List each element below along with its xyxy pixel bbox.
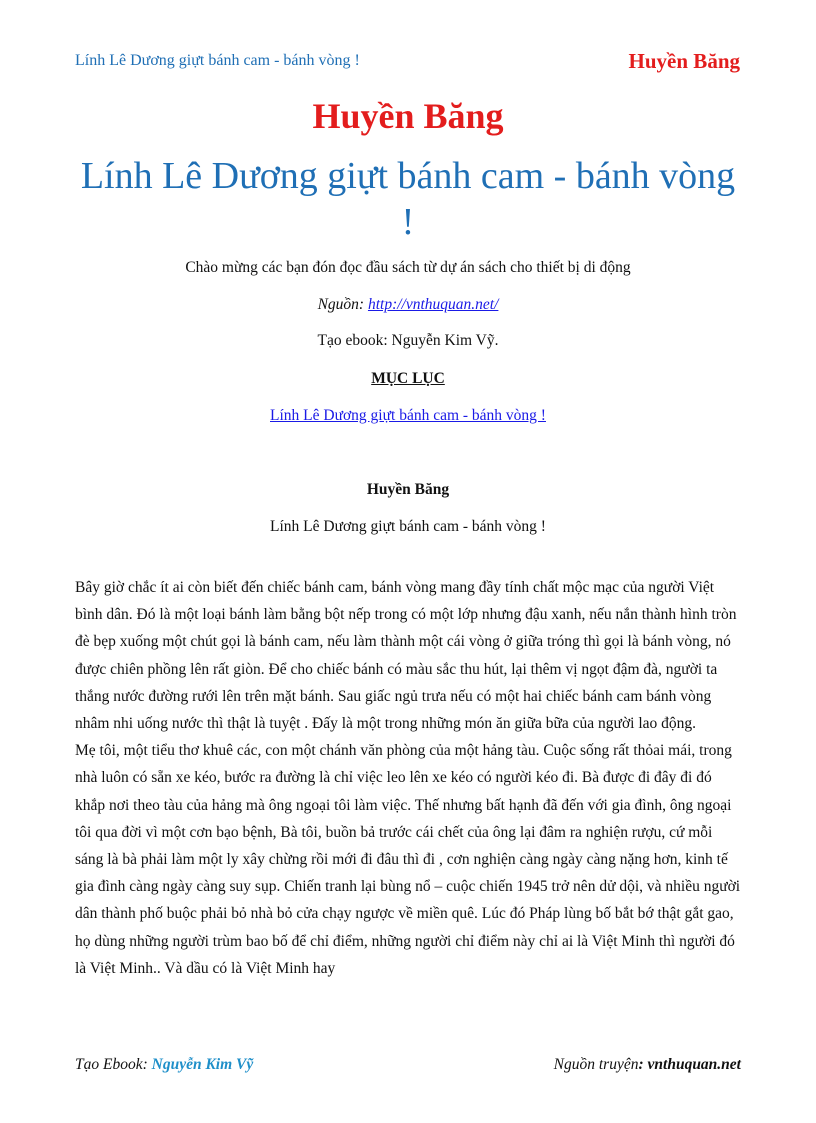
footer-ebook-name: Nguyễn Kim Vỹ [151, 1056, 254, 1073]
toc-item-link[interactable]: Lính Lê Dương giựt bánh cam - bánh vòng ! [270, 407, 546, 424]
paragraph: Mẹ tôi, một tiểu thơ khuê các, con một chánh văn phòng của một hảng tàu. Cuộc sống rất thỏai mái, trong nhà luôn có sẵn xe kéo, bước ra đường là chỉ việc leo lên xe kéo có người kéo đi. Bà được đi đây đi đó khắp nơi theo tàu của hảng mà ông ngoại tôi làm việc. Thế nhưng bất hạnh đã đến với gia đình, ông ngoại tôi qua đời vì một cơn bạo bệnh, Bà tôi, buồn bả trước cái chết của ông lại đâm ra nghiện rượu, cứ mỗi sáng là bà phải làm một ly xây chừng rồi mới đi đâu thì đi , cơn nghiện càng ngày càng nặng hơn, kinh tế gia đình càng ngày càng suy sụp. Chiến tranh lại bùng nổ – cuộc chiến 1945 trở nên dử dội, và nhiều người dân thành phố buộc phải bỏ nhà bỏ cửa chạy ngược về miền quê. Lúc đó Pháp lùng bố bắt bớ thật gắt gao, họ dùng những người trùm bao bố để chỉ điểm, những người chỉ điểm này chỉ ai là Việt Minh thì người đó là Việt Minh.. Và dầu có là Việt Minh hay [75, 742, 741, 977]
story-title: Lính Lê Dương giựt bánh cam - bánh vòng ! [270, 518, 546, 535]
header-book-title: Lính Lê Dương giựt bánh cam - bánh vòng ! [75, 52, 360, 69]
footer-ebook-label: Tạo Ebook [75, 1056, 143, 1073]
footer-ebook-credit [75, 1056, 253, 1074]
title-book: Lính Lê Dương giựt bánh cam - bánh vòng ! [80, 155, 736, 243]
title-author: Huyền Băng [312, 96, 504, 136]
toc-heading: MỤC LỤC [371, 370, 445, 387]
source-line [0, 296, 816, 314]
footer-ebook-sep: : [142, 1056, 152, 1073]
header-author: Huyền Băng [628, 49, 740, 73]
story-body [75, 574, 743, 982]
footer-source-sep: : [638, 1056, 648, 1073]
paragraph: Bây giờ chắc ít ai còn biết đến chiếc bánh cam, bánh vòng mang đầy tính chất mộc mạc của người Việt bình dân. Đó là một loại bánh làm bằng bột nếp trong có một lớp nhưng đậu xanh, nếu nắn thành hình tròn đè bẹp xuống một chút gọi là bánh cam, nếu làm thành một cái vòng ở giữa tróng thì gọi là bánh vòng, nó được chiên phồng lên rất giòn. Để cho chiếc bánh có màu sắc thu hút, lại thêm vị ngọt đậm đà, người ta thắng nước đường rưới lên trên mặt bánh. Sau giấc ngủ trưa nếu có một hai chiếc bánh cam bánh vòng nhâm nhi uống nước thì thật là tuyệt . Đấy là một trong những món ăn giữa bữa của người lao động. [75, 579, 737, 733]
footer-source-label: Nguồn truyện [553, 1056, 639, 1073]
footer-source [554, 1056, 741, 1074]
story-author: Huyền Băng [366, 481, 450, 498]
source-link[interactable]: http://vnthuquan.net/ [367, 296, 499, 313]
welcome-text: Chào mừng các bạn đón đọc đầu sách từ dự án sách cho thiết bị di động [185, 259, 631, 276]
footer-source-name: vnthuquan.net [647, 1056, 741, 1073]
ebook-credit: Tạo ebook: Nguyễn Kim Vỹ. [317, 332, 499, 349]
source-label: Nguồn: [317, 296, 368, 313]
